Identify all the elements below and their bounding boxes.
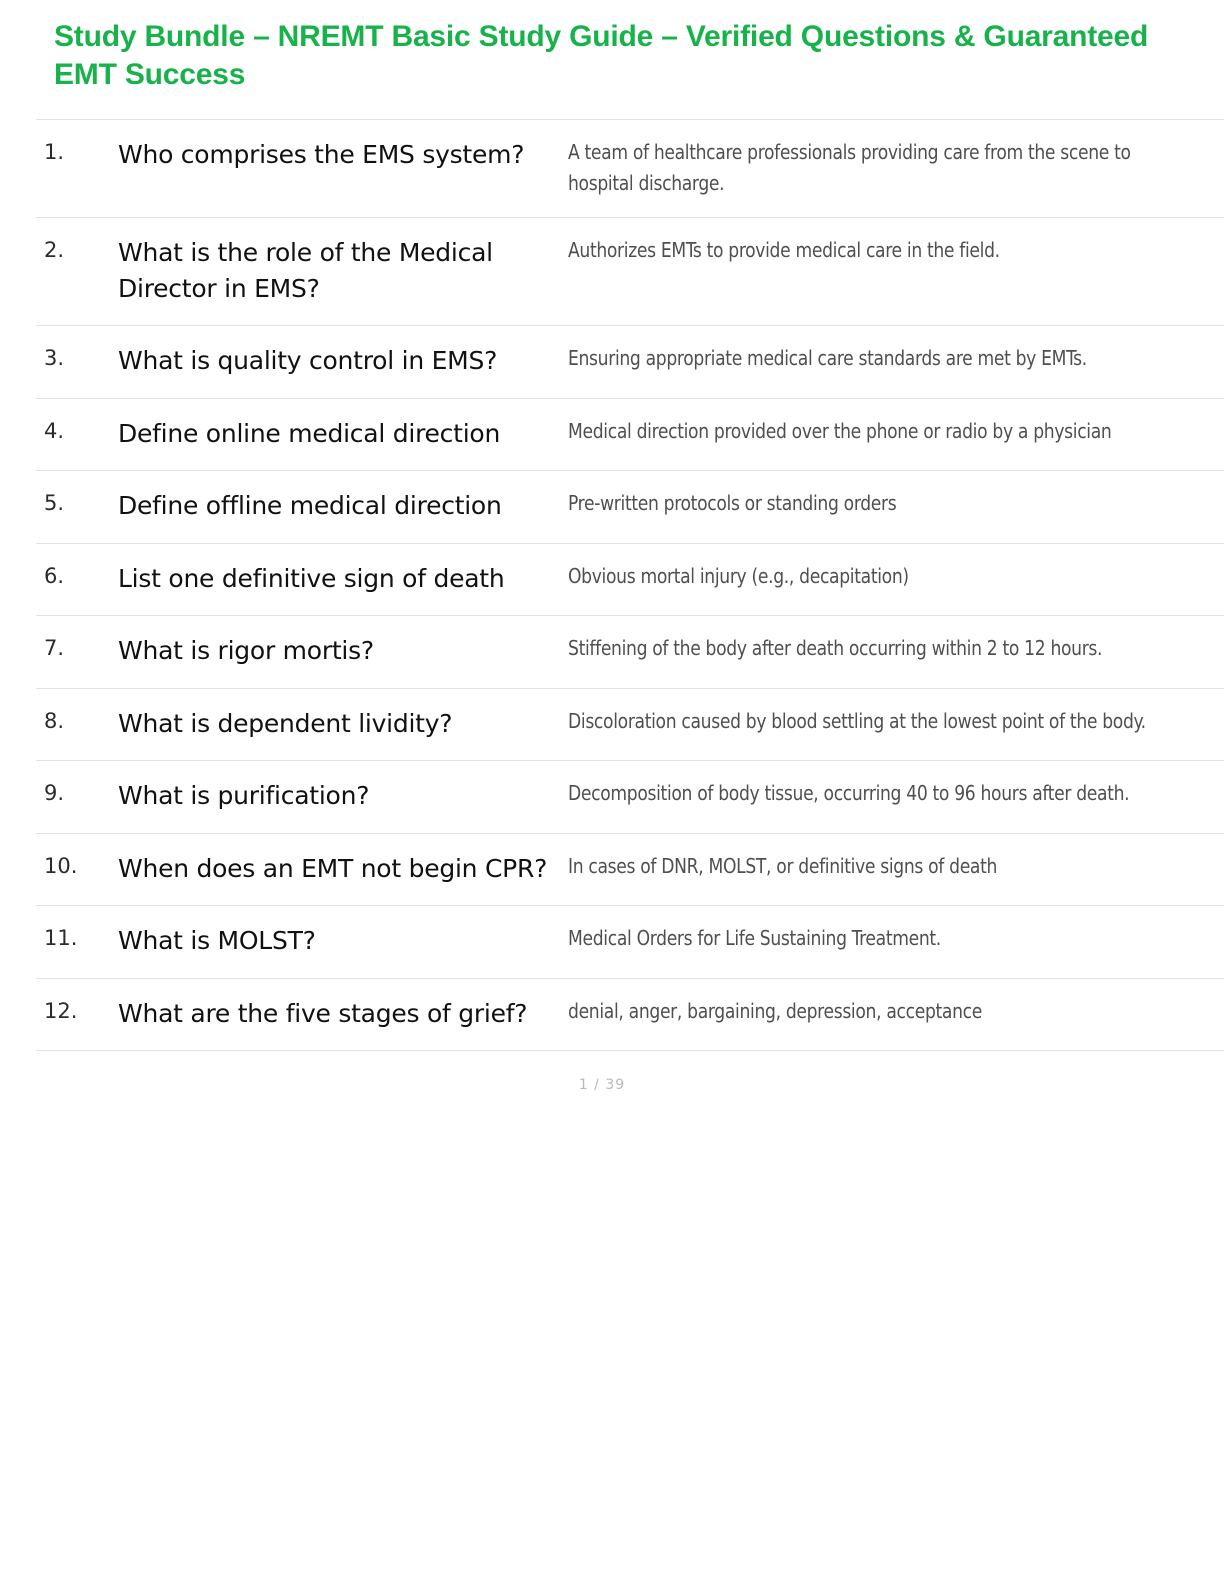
row-answer: Obvious mortal injury (e.g., decapitation) <box>568 563 909 588</box>
row-number: 8. <box>44 708 65 733</box>
row-question: Define online medical direction <box>118 418 501 448</box>
row-question: What is MOLST? <box>118 926 316 956</box>
row-answer: A team of healthcare professionals providing care from the scene to hospital discharge. <box>568 139 1131 195</box>
row-number: 6. <box>44 563 65 588</box>
row-number: 7. <box>44 636 65 661</box>
row-answer: Pre-written protocols or standing orders <box>568 491 897 516</box>
table-row <box>36 543 1224 616</box>
table-row <box>36 218 1224 326</box>
row-question: Define offline medical direction <box>118 491 502 521</box>
row-question: What is purification? <box>118 781 370 811</box>
row-number: 12. <box>44 998 78 1023</box>
row-answer: Discoloration caused by blood settling at the lowest point of the body. <box>568 708 1146 733</box>
row-question: What is the role of the Medical Director in EMS? <box>118 238 493 303</box>
table-row <box>36 833 1224 906</box>
table-row <box>36 906 1224 979</box>
row-question: Who comprises the EMS system? <box>118 139 525 169</box>
page-number-footer: 1 / 39 <box>578 1077 626 1094</box>
row-question: What is dependent lividity? <box>118 708 453 738</box>
page-title: Study Bundle – NREMT Basic Study Guide – Verified Questions & Guaranteed EMT Success <box>54 20 1149 92</box>
row-answer: Authorizes EMTs to provide medical care in the field. <box>568 238 1000 263</box>
row-answer: denial, anger, bargaining, depression, acceptance <box>568 998 982 1023</box>
table-row <box>36 326 1224 399</box>
table-row <box>36 471 1224 544</box>
row-number: 1. <box>44 139 65 164</box>
row-question: What is rigor mortis? <box>118 636 374 666</box>
table-body <box>36 119 1224 1051</box>
row-answer: Stiffening of the body after death occurring within 2 to 12 hours. <box>568 636 1103 661</box>
row-question: What is quality control in EMS? <box>118 346 498 376</box>
table-row <box>36 616 1224 689</box>
row-answer: Decomposition of body tissue, occurring 40 to 96 hours after death. <box>568 781 1130 806</box>
row-number: 4. <box>44 418 65 443</box>
row-question: What are the five stages of grief? <box>118 998 528 1028</box>
row-number: 11. <box>44 926 78 951</box>
table-row <box>36 688 1224 761</box>
table-row <box>36 761 1224 834</box>
row-number: 2. <box>44 238 65 263</box>
row-answer: Ensuring appropriate medical care standards are met by EMTs. <box>568 346 1087 371</box>
table-row <box>36 398 1224 471</box>
row-answer: Medical direction provided over the phone or radio by a physician <box>568 418 1112 443</box>
row-number: 3. <box>44 346 65 371</box>
row-question: When does an EMT not begin CPR? <box>118 853 548 883</box>
table-row <box>36 119 1224 218</box>
row-number: 5. <box>44 491 65 516</box>
row-question: List one definitive sign of death <box>118 563 505 593</box>
row-answer: In cases of DNR, MOLST, or definitive signs of death <box>568 853 998 878</box>
row-number: 10. <box>44 853 78 878</box>
question-answer-table <box>36 119 1224 1052</box>
row-number: 9. <box>44 781 65 806</box>
row-answer: Medical Orders for Life Sustaining Treatment. <box>568 926 941 951</box>
table-row <box>36 978 1224 1051</box>
